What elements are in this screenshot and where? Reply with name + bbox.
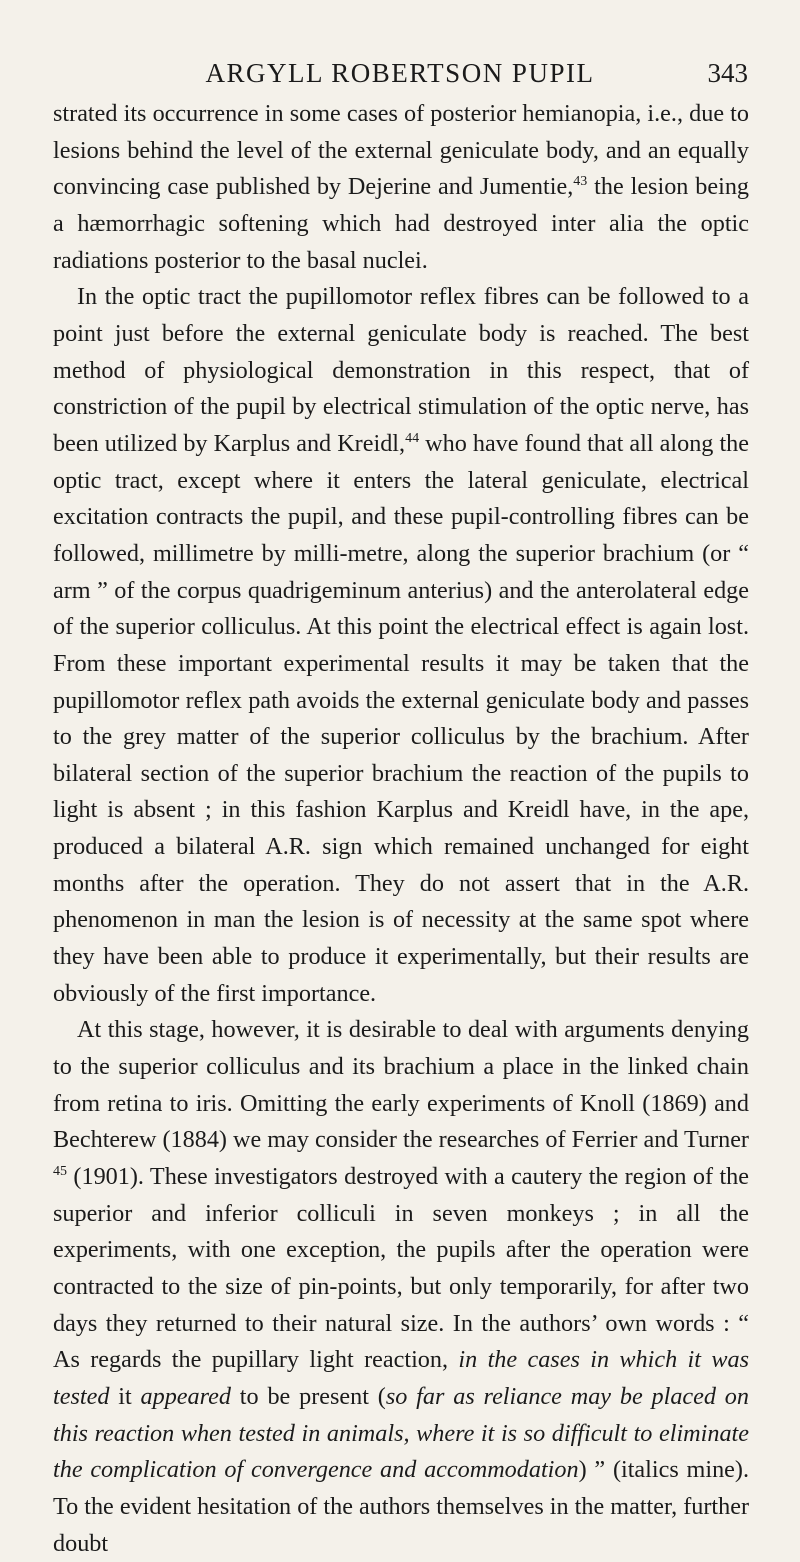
running-head: [52, 58, 748, 92]
body-text: [53, 96, 749, 1562]
text-run: it: [109, 1382, 141, 1410]
text-run: strated its occurrence in some cases of posterior hemianopia, i.e., due to lesions behind the level of the external geniculate body, and an equally convincing case published by Dejerine and Jumentie,: [53, 100, 749, 201]
running-title: ARGYLL ROBERTSON PUPIL: [205, 58, 595, 88]
text-run: At this stage, however, it is desirable to deal with arguments denying to the superior colliculus and its brachium a place in the linked chain from retina to iris. Omitting the early experiments of Knoll (1869) and Bechterew (1884) we may consider the researches of Ferrier and Turner: [53, 1016, 749, 1154]
paragraph-2: [53, 279, 749, 1012]
italic-text: appeared: [140, 1382, 231, 1410]
italic-text: so far as reliance may be placed on this reaction when tested in animals, where it is so difficult to eliminate the complication of convergence and accommodation: [53, 1382, 749, 1484]
footnote-ref: 45: [53, 1164, 67, 1180]
text-run: the lesion being a hæmorrhagic softening which had destroyed inter alia the optic radiations posterior to the basal nuclei.: [53, 173, 750, 274]
text-run: (1901). These investigators destroyed with a cautery the region of the superior and inferior colliculi in seven monkeys ; in all the experiments, with one exception, the pupils after the operation were contracted to the size of pin-points, but only temporarily, for after two days they returned to their natural size. In the authors’ own words : “ As regards the pupillary light reaction,: [53, 1163, 749, 1374]
text-run: ) ” (italics mine). To the evident hesitation of the authors themselves in the matter, further doubt: [53, 1456, 749, 1557]
text-run: In the optic tract the pupillomotor reflex fibres can be followed to a point just before the external geniculate body is reached. The best method of physiological demonstration in this respect, that of constriction of the pupil by electrical stimulation of the optic nerve, has been utilized by Karplus and Kreidl,: [53, 283, 749, 457]
paragraph-3: [53, 1012, 749, 1562]
footnote-ref: 44: [405, 430, 420, 446]
paragraph-1: [53, 96, 749, 279]
footnote-ref: 43: [573, 174, 588, 190]
page-number: 343: [707, 58, 748, 88]
italic-text: in the cases in which it was tested: [53, 1346, 749, 1410]
text-run: who have found that all along the optic tract, except where it enters the lateral geniculate, electrical excitation contracts the pupil, and these pupil-controlling fibres can be followed, millimetre by milli-metre, along the superior brachium (or “ arm ” of the corpus quadrigeminum anterius) and the anterolateral edge of the superior colliculus. At this point the electrical effect is again lost. From these important experimental results it may be taken that the pupillomotor reflex path avoids the external geniculate body and passes to the grey matter of the superior colliculus by the brachium. After bilateral section of the superior brachium the reaction of the pupils to light is absent ; in this fashion Karplus and Kreidl have, in the ape, produced a bilateral A.R. sign which remained unchanged for eight months after the operation. They do not assert that in the A.R. phenomenon in man the lesion is of necessity at the same spot where they have been able to produce it experimentally, but their results are obviously of the first importance.: [53, 429, 749, 1007]
text-run: to be present (: [230, 1382, 386, 1410]
